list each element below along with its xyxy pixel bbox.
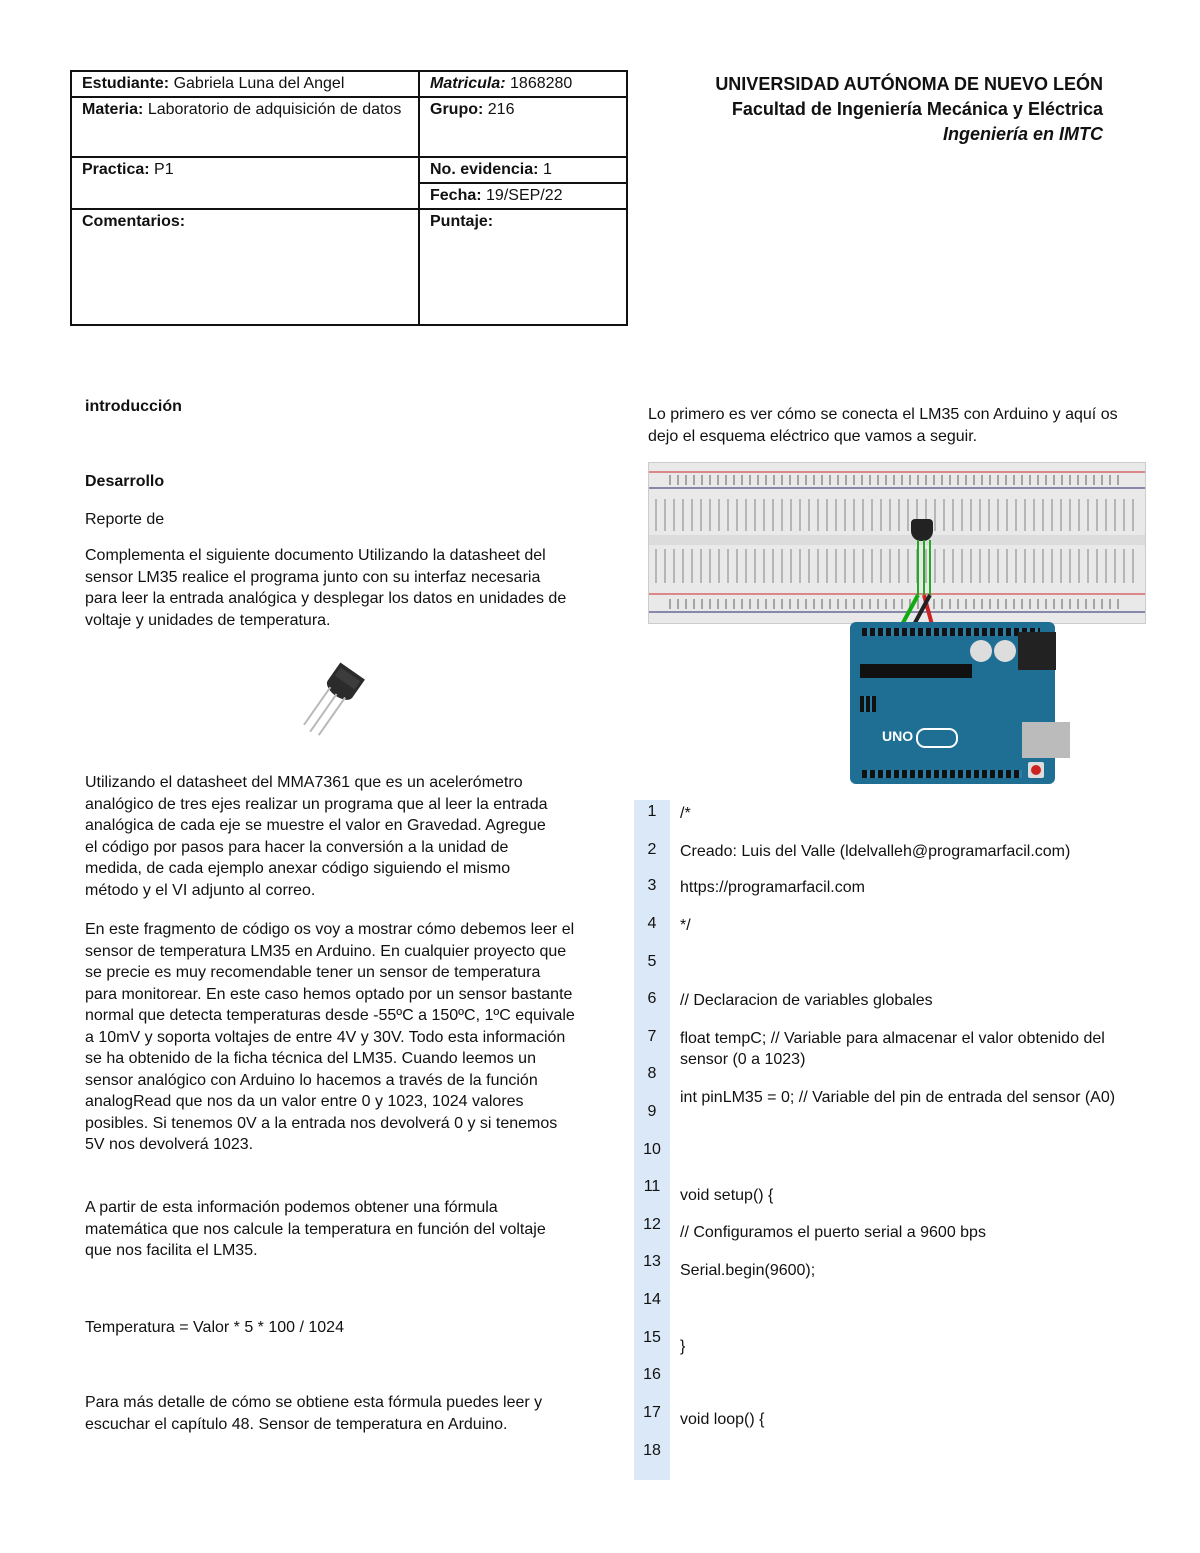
code-line: // Declaracion de variables globales xyxy=(680,992,933,1009)
student-info-table xyxy=(70,70,628,326)
fecha-cell: Fecha: 19/SEP/22 xyxy=(419,183,627,209)
paragraph-formula-intro: A partir de esta información podemos obtener una fórmula matemática que nos calcule la temperatura en función del voltaje que nos facilita el LM35. xyxy=(85,1199,546,1259)
report-label: Reporte de xyxy=(85,511,165,528)
evidencia-cell: No. evidencia: 1 xyxy=(419,157,627,183)
code-line: float tempC; // Variable para almacenar el valor obtenido del sensor (0 a 1023) xyxy=(680,1030,1105,1068)
code-line-number: 7 xyxy=(647,1028,657,1045)
code-line-number: 15 xyxy=(643,1329,661,1346)
code-line: void loop() { xyxy=(680,1411,765,1428)
university-name: UNIVERSIDAD AUTÓNOMA DE NUEVO LEÓN xyxy=(715,74,1103,94)
code-line: } xyxy=(680,1338,686,1355)
intro-heading: introducción xyxy=(85,398,182,415)
paragraph-mma7361: Utilizando el datasheet del MMA7361 que es un acelerómetro analógico de tres ejes realizar un programa que al leer la entrada analógica de cada eje se muestre el valor en Gravedad. Agregue el código por pasos para hacer la conversión a la unidad de medida, de cada ejemplo anexar código siguiendo el mismo método y el VI adjunto al correo. xyxy=(85,774,548,899)
code-line-number: 6 xyxy=(647,990,657,1007)
lm35-on-breadboard xyxy=(911,519,933,541)
code-line-number: 17 xyxy=(643,1404,661,1421)
student-cell: Estudiante: Gabriela Luna del Angel xyxy=(71,71,419,97)
code-line-number: 14 xyxy=(643,1291,661,1308)
puntaje-cell: Puntaje: xyxy=(419,209,627,325)
code-line-number: 3 xyxy=(647,877,657,894)
code-line-number: 8 xyxy=(647,1065,657,1082)
code-line: */ xyxy=(680,917,691,934)
temperature-formula: Temperatura = Valor * 5 * 100 / 1024 xyxy=(85,1319,344,1336)
materia-cell: Materia: Laboratorio de adquisición de datos xyxy=(71,97,419,157)
paragraph-lm35-explanation: En este fragmento de código os voy a mostrar cómo debemos leer el sensor de temperatura LM35 en Arduino. En cualquier proyecto que se precie es muy recomendable tener un sensor de temperatura para monitorear. En este caso hemos optado por un sensor bastante normal que detecta temperaturas desde -55ºC a 150ºC, 1ºC equivale a 10mV y soporta voltajes de entre 4V y 30V. Todo esta información se ha obtenido de la ficha técnica del LM35. Cuando leemos un sensor analógico con Arduino lo hacemos a través de la función analogRead que nos da un valor entre 0 y 1023, 1024 valores posibles. Si tenemos 0V a la entrada nos devolverá 0 y si tenemos 5V nos devolverá 1023. xyxy=(85,921,575,1153)
arduino-uno-board xyxy=(850,622,1055,784)
comentarios-cell: Comentarios: xyxy=(71,209,419,325)
code-line: void setup() { xyxy=(680,1187,774,1204)
practica-cell: Practica: P1 xyxy=(71,157,419,209)
code-line: int pinLM35 = 0; // Variable del pin de entrada del sensor (A0) xyxy=(680,1089,1116,1106)
university-header xyxy=(715,72,1103,147)
program-name: Ingeniería en IMTC xyxy=(942,124,1103,144)
matricula-cell: Matricula: 1868280 xyxy=(419,71,627,97)
code-line-number: 10 xyxy=(643,1141,661,1158)
code-line: Serial.begin(9600); xyxy=(680,1262,816,1279)
code-line: /* xyxy=(680,805,691,822)
paragraph-lm35: Complementa el siguiente documento Utilizando la datasheet del sensor LM35 realice el programa junto con su interfaz necesaria para leer la entrada analógica y desplegar los datos en unidades de voltaje y unidades de temperatura. xyxy=(85,547,567,629)
code-line-number: 1 xyxy=(647,803,657,820)
code-line-number: 16 xyxy=(643,1366,661,1383)
schematic-intro: Lo primero es ver cómo se conecta el LM35 con Arduino y aquí os dejo el esquema eléctrico que vamos a seguir. xyxy=(648,406,1118,445)
code-line-number: 4 xyxy=(647,915,657,932)
code-line-number: 11 xyxy=(643,1178,661,1195)
code-line: https://programarfacil.com xyxy=(680,879,865,896)
code-line: // Configuramos el puerto serial a 9600 bps xyxy=(680,1224,986,1241)
uno-logo: UNO xyxy=(882,728,914,744)
development-heading: Desarrollo xyxy=(85,473,165,490)
code-line: Creado: Luis del Valle (ldelvalleh@programarfacil.com) xyxy=(680,843,1071,860)
code-line-number: 13 xyxy=(643,1253,661,1270)
paragraph-reference: Para más detalle de cómo se obtiene esta fórmula puedes leer y escuchar el capítulo 48. Sensor de temperatura en Arduino. xyxy=(85,1394,543,1433)
code-line-number: 9 xyxy=(647,1103,657,1120)
code-line-number: 2 xyxy=(647,841,657,858)
faculty-name: Facultad de Ingeniería Mecánica y Eléctrica xyxy=(731,99,1103,119)
code-line-number: 12 xyxy=(643,1216,661,1233)
code-line-number: 18 xyxy=(643,1442,661,1459)
lm35-sensor-image xyxy=(292,658,372,748)
grupo-cell: Grupo: 216 xyxy=(419,97,627,157)
code-line-number: 5 xyxy=(647,953,657,970)
